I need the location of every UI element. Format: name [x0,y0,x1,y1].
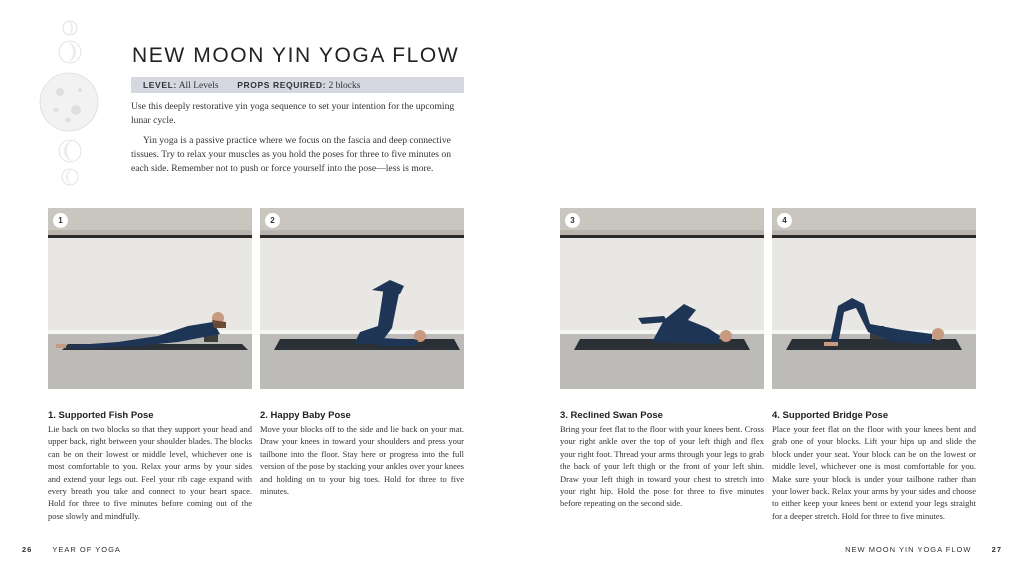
moon-phases-illustration [38,20,102,195]
pose-number-badge: 4 [777,213,792,228]
pose-title: 3. Reclined Swan Pose [560,410,663,421]
pose-text: Lie back on two blocks so that they support your head and upper back, right between your shoulder blades. The blocks can be on their lowest or middle level, whichever one is most comfortable to you. Relax your arms by your sides and extend your legs out. Feel your rib cage expand with every breath you take and connect to your heart space. Hold for three to five minutes before coming out of the pose slowly and mindfully. [48,424,252,521]
props-value: 2 blocks [328,81,361,91]
pose-photo-3 [560,208,764,389]
pose-description-4 [772,410,976,522]
pose-title: 2. Happy Baby Pose [260,410,351,421]
pose-text: Bring your feet flat to the floor with your knees bent. Cross your right ankle over the top of your left thigh and flex your right foot. Thread your arms through your legs to grab the back of your left thigh or the front of your left shin. Draw your left thigh in toward your chest to stretch into your right hip. Hold the pose for three to five minutes before repeating on the second side. [560,424,764,509]
book-title: YEAR OF YOGA [52,545,121,554]
pose-description-2 [260,410,464,497]
page-number-left: 26 [22,545,33,554]
pose-photo-2 [260,208,464,389]
pose-description-3 [560,410,764,510]
level-label: LEVEL: [143,80,177,90]
level-value: All Levels [178,81,219,91]
footer-left [22,545,121,554]
pose-photo-4 [772,208,976,389]
page-number-right: 27 [991,545,1002,554]
props-label: PROPS REQUIRED: [237,80,327,90]
pose-description-1 [48,410,252,522]
pose-text: Move your blocks off to the side and lie back on your mat. Draw your knees in toward your shoulders and press your tailbone into the floor. Stay here or progress into the full version of the pose by stacking your ankles over your knees and holding on to your big toes. Hold for three to five minutes. [260,424,464,497]
page-title: NEW MOON YIN YOGA FLOW [132,44,460,67]
pose-number-badge: 2 [265,213,280,228]
level-props-bar [131,77,464,93]
pose-title: 4. Supported Bridge Pose [772,410,889,421]
pose-photo-1 [48,208,252,389]
pose-number-badge: 1 [53,213,68,228]
footer-right [845,545,1002,554]
pose-text: Place your feet flat on the floor with your knees bent and grab one of your blocks. Lift your hips up and slide the block under your seat. Your block can be on the lowest or middle level, whichever one is most comfortable for you. Make sure your block is under your tailbone rather than your lower back. Relax your arms by your sides and choose to either keep your knees bent or extend your legs straight for a deeper stretch. Hold for three to five minutes. [772,424,976,521]
intro-text [131,100,465,176]
intro-paragraph: Use this deeply restorative yin yoga sequence to set your intention for the upcoming lunar cycle. [131,101,455,126]
chapter-title: NEW MOON YIN YOGA FLOW [845,545,972,554]
pose-title: 1. Supported Fish Pose [48,410,154,421]
intro-paragraph: Yin yoga is a passive practice where we focus on the fascia and deep connective tissues. Try to relax your muscles as you hold the poses for three to five minutes on each side. Remember not to push or force yourself into the pose—less is more. [131,135,452,174]
pose-number-badge: 3 [565,213,580,228]
